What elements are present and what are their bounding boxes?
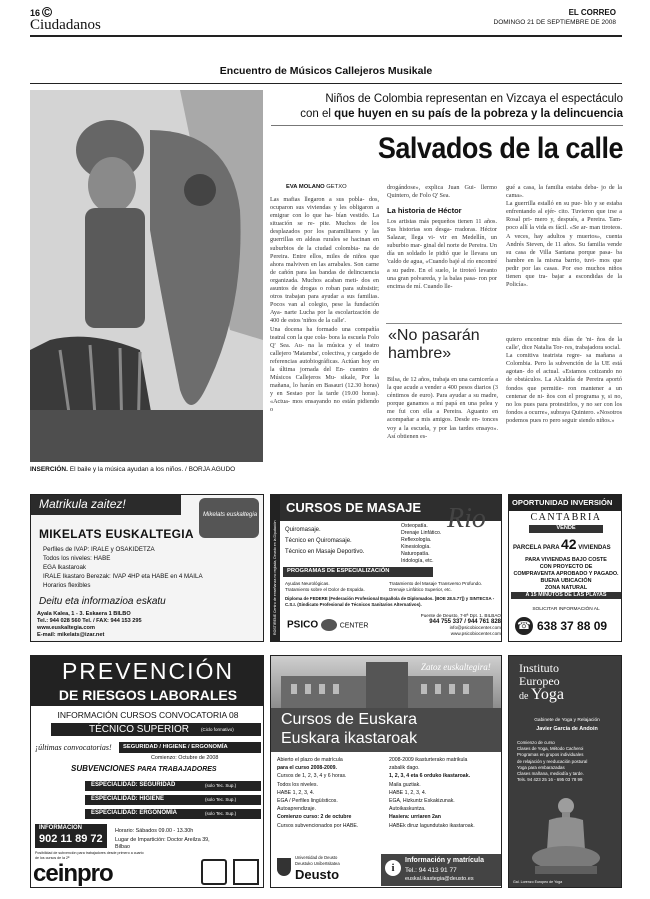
- header-rule: [30, 35, 622, 37]
- cantabria-info: SOLICITAR INFORMACIÓN AL: [532, 607, 600, 612]
- euskara-line: Maila guztiak.: [389, 781, 421, 788]
- mikelats-item: Perfiles de IVAP: IRALE y OSAKIDETZA: [43, 546, 155, 553]
- masaje-title: CURSOS DE MASAJE: [286, 500, 422, 515]
- cantabria-sale-bar: [529, 525, 603, 533]
- kicker-bold: que huyen en su país de la pobreza y la delincuencia: [334, 108, 623, 120]
- yoga-name: Javier García de Andoin: [536, 726, 598, 732]
- cantabria-sub: PARA VIVIENDAS BAJO COSTE: [525, 557, 607, 563]
- mikelats-item: IRALE Ikastaro Berezak: IVAP 4HP eta HABE en 4 MAILA: [43, 573, 203, 580]
- ceinpro-logo: ceinpro: [33, 860, 113, 887]
- prevencion-tecnico: TÉCNICO SUPERIOR: [89, 724, 190, 735]
- masaje-spec: Tratamiento del Masaje Transverso Profundo.: [389, 581, 483, 586]
- cantabria-sale: VENDE: [556, 525, 576, 531]
- masaje-spec-right: [389, 581, 482, 593]
- article-column-2: Los artistas más pequeños tienen 11 años. Sus historias son desga- rradoras. Héctor Salazar, llega vi- vir en Medellín, un suburbio mar- ginal del norte de Pereira. Un día un soldado le pidió que le llevara un 'caldo de agua, «Cuando bajé al río encontré a su padre. En el suelo, le tiroteó levanto una gran polvareda, y la balas pasa- ron por encima de mí. Cuando lle-: [387, 218, 497, 290]
- prevencion-info-box: [35, 824, 107, 848]
- euskara-line: HABEk diruz lagundutako ikastaroak.: [389, 822, 475, 829]
- article-photo: [30, 90, 263, 462]
- cantabria-parcel: [513, 536, 621, 552]
- mikelats-web[interactable]: www.euskaltegia.com: [37, 625, 95, 631]
- yoga-foot: Gal. Lorenzo Europeo de Yoga: [513, 880, 563, 884]
- mikelats-title-bar: [31, 495, 181, 515]
- yoga-title-de: de: [519, 691, 529, 702]
- euskara-line: Todos los niveles.: [277, 781, 318, 788]
- mikelats-item: Todos los niveles: HABE: [43, 555, 111, 562]
- masaje-spec: Ayudas Neurológicas.: [285, 581, 330, 586]
- euskara-line: HABE 1, 2, 3, 4.: [277, 789, 315, 796]
- prevencion-horario: Horario: Sábados 09.00 - 13.30h: [115, 828, 194, 834]
- prevencion-subvenciones: SUBVENCIONES: [71, 764, 136, 773]
- euskara-line: 1, 2, 3, 4 eta 6 orduko ikastaroak.: [389, 773, 471, 780]
- ad-euskara[interactable]: [270, 655, 502, 888]
- euskara-info-box: [381, 854, 501, 886]
- masaje-logo: Rio: [447, 503, 486, 534]
- prevencion-phone[interactable]: 902 11 89 72: [39, 833, 103, 845]
- article-subhead: La historia de Héctor: [387, 206, 462, 215]
- info-icon: i: [385, 860, 401, 876]
- euskara-email[interactable]: euskal.ikastegia@deusto.es: [405, 876, 474, 882]
- buddha-image: [527, 794, 605, 876]
- masaje-spec-left: [285, 581, 365, 593]
- masaje-brand-circle: [321, 619, 337, 631]
- euskara-line: HABE 1, 2, 3, 4.: [389, 789, 427, 796]
- yoga-sub: Gabinete de Yoga y Relajación: [534, 718, 600, 723]
- masaje-address: Puente de Deusto, 7-8ª Dpt. 1. BILBAO: [420, 613, 501, 618]
- phone-icon: ☎: [515, 617, 533, 635]
- masaje-side-text: ROSTIRENE Centro de enseñanza no reglada, Deusto en la Diputación: [273, 520, 277, 635]
- masaje-spec-title: PROGRAMAS DE ESPECIALIZACIÓN: [287, 568, 390, 574]
- prevencion-subtitle: DE RIESGOS LABORALES: [58, 687, 238, 703]
- euskara-slogan: Zatoz euskaltegira!: [421, 662, 491, 672]
- byline-city: GETXO: [326, 184, 347, 190]
- prevencion-header: [31, 656, 264, 706]
- masaje-course: Técnico en Masaje Deportivo.: [285, 549, 365, 555]
- euskara-line: zabalik dago.: [389, 765, 420, 772]
- masaje-spec: Tratamiento sobre el Dolor de Espalda.: [285, 587, 365, 592]
- prevencion-trabajadores: PARA TRABAJADORES: [137, 766, 217, 773]
- masaje-spec: Drenaje Linfático Superior, etc.: [389, 587, 452, 592]
- yoga-title-3: [519, 688, 619, 703]
- masaje-topic: Naturopatía.: [401, 551, 430, 557]
- cantabria-units: VIVIENDAS: [578, 545, 611, 551]
- euskara-line: Cursos de 1, 2, 3, 4 y 6 horas.: [277, 773, 347, 780]
- masaje-brand-name: PSICO: [287, 619, 319, 631]
- byline-name: EVA MOLANO: [286, 184, 325, 190]
- yoga-title-4: Yoga: [530, 686, 565, 703]
- mikelats-items: [43, 545, 258, 590]
- euskara-line: Autoaprendizaje.: [277, 806, 316, 813]
- euskara-right: [389, 756, 499, 830]
- ad-masaje[interactable]: [270, 494, 502, 642]
- article-kicker: [271, 92, 623, 122]
- yoga-title-2: Europeo: [519, 674, 560, 688]
- cantabria-sub: COMPRAVENTA APROBADO Y PAGADO. BUENA UBICACIÓN: [513, 571, 619, 584]
- euskara-title-panel: [271, 708, 502, 752]
- euskara-title-1: Cursos de Euskara: [281, 711, 418, 728]
- masaje-web[interactable]: www.psicobiocenter.com: [450, 631, 501, 636]
- prevencion-tag-bar: [119, 742, 261, 753]
- kicker-rule: [271, 125, 623, 126]
- masaje-phone: 944 755 337 / 944 761 828: [429, 619, 501, 625]
- page-number: 16: [30, 8, 41, 18]
- mikelats-tagline: Deitu eta informazioa eskatu: [39, 596, 166, 607]
- cantabria-sub: CON PROYECTO DE: [539, 564, 593, 570]
- masaje-topic: Drenaje Linfático.: [401, 530, 442, 536]
- cantabria-count: 42: [561, 536, 577, 552]
- kicker-line-1: Niños de Colombia representan en Vizcaya el espectáculo: [325, 93, 623, 105]
- masaje-left-list: [285, 525, 364, 558]
- article-column-5: quiero encontrar mis días de 'ni- ños de la calle', dice Natalia Tor- res, trabajadora social. La comitiva teatrista regre- sa mañana a Colombia. Pero la subvención de la UE está agotan- do el actual. «Estamos cotizando no de obstáculos. La Alcaldía de Pereira aportó fondos que permitie- ron mantener a un centenar de ni- ños con el programa y, si no, no los pues para protestirlos, y no ser con los fondos a ocurre», subraya Quintero. «Nosotros podemos pues ro pero seguir siendo niños.»: [506, 336, 622, 424]
- cantabria-parcel-label: PARCELA PARA: [513, 545, 560, 551]
- ad-prevencion[interactable]: [30, 655, 264, 888]
- ad-yoga[interactable]: [508, 655, 622, 888]
- masaje-brand: [287, 619, 368, 631]
- euskara-line: Abierto el plazo de matrícula: [277, 757, 343, 763]
- masaje-topic: Kinesiología.: [401, 544, 431, 550]
- deusto-shield-icon: [277, 858, 291, 876]
- article-column-3: gué a casa, la familia estaba deba- jo de la cama». La guerrilla estalló en su pue- blo y se estaba enfrentando al ejér- cito. Tuvieron que irse a Rosal pri- mero y, después, a Pereira. Tam- poco allí la vida es fácil. «Se ar- man tiroteos. A veces, hay adultos y muertos», cuenta Andrés Steven, de 11 años. Su familia vende su casa de Villa Santana porque pasa- ba hambre en la misma barrio, tuvi- mos que pedir por las casas. Por eso muchos niños tienen que tra- bajar a escondidas de la Policía».: [506, 184, 622, 289]
- cantabria-title: OPORTUNIDAD INVERSIÓN: [512, 498, 613, 507]
- caption-label: INSERCIÓN.: [30, 466, 68, 473]
- mikelats-logo: [199, 498, 259, 538]
- masaje-contact: [407, 613, 501, 637]
- prevencion-spec-3-note: (solo Tec. Sup.): [205, 811, 237, 816]
- cantabria-sub: A 15 MINUTOS DE LAS PLAYAS: [511, 592, 621, 599]
- section-mark: C: [42, 7, 52, 17]
- masaje-email[interactable]: info@psicobiocenter.com: [449, 625, 501, 630]
- certification-badge: [201, 859, 227, 885]
- euskara-line: EGA / Perfiles lingüísticos.: [277, 798, 338, 805]
- article-column-4: Bilsa, de 12 años, trabaja en una carnicería a la que acude a vender a 400 pesos diarios (3 céntimos de euro). Para ayudar a su madre, porque ganamos a mí papá en una pelea y me fui con ella a Pereira. Aguanto en acompañar a mis amigos. Desde en- tonces voy a la escuela, y por las tardes ensayo». Así obtienen es-: [387, 376, 498, 440]
- euskara-left: [277, 756, 385, 830]
- euskara-line: Autoikaskuntza.: [389, 806, 426, 813]
- byline: [286, 184, 347, 190]
- ad-cantabria[interactable]: [508, 494, 622, 642]
- euskara-line: Hasiera: urriaren 2an: [389, 814, 441, 821]
- kicker-prefix: con el: [300, 108, 335, 120]
- deusto-univ-2: Deustuko Unibertsitatea: [295, 861, 340, 866]
- euskara-info-title: Información y matrícula: [405, 857, 484, 864]
- yoga-title: [519, 662, 619, 703]
- cantabria-header: [509, 495, 622, 511]
- cantabria-region: CANTABRIA: [530, 512, 602, 523]
- prevencion-plazas: ¡últimas convocatorias!: [35, 743, 112, 752]
- prevencion-info-label: INFORMACIÓN: [39, 825, 82, 831]
- masaje-brand-center: CENTER: [339, 622, 369, 630]
- prevencion-title: PREVENCIÓN: [61, 658, 235, 684]
- mikelats-item: EGA Ikastaroak: [43, 564, 86, 571]
- event-rule: [30, 83, 622, 84]
- pull-quote: «No pasarán hambre»: [388, 327, 480, 362]
- prevencion-tecnico-note: (Ciclo formativo): [201, 727, 234, 732]
- section-title: Ciudadanos: [30, 17, 101, 33]
- mikelats-title: Matrikula zaitez!: [39, 497, 126, 511]
- kicker-line-2: [271, 107, 623, 122]
- masaje-topic: Iridología, etc.: [401, 558, 434, 564]
- page-date: DOMINGO 21 DE SEPTIEMBRE DE 2008: [493, 19, 616, 26]
- masaje-course: Técnico en Quiromasaje.: [285, 538, 352, 544]
- article-headline: Salvados de la calle: [377, 131, 623, 165]
- prevencion-lugar: Lugar de Impartición: Doctor Areilza 39, Bilbao: [115, 837, 210, 850]
- mikelats-contact: [37, 611, 259, 639]
- deusto-univ: Universidad de Deusto: [295, 855, 338, 860]
- euskara-line: EGA, Hizkuntz Eskakizunak.: [389, 798, 455, 805]
- euskara-line: Cursos subvencionados por HABE.: [277, 822, 359, 829]
- prevencion-spec-1-note: (solo Tec. Sup.): [205, 783, 237, 788]
- event-title: Encuentro de Músicos Callejeros Musikale: [219, 65, 433, 77]
- prevencion-spec-2-note: (solo Tec. Sup.): [205, 797, 237, 802]
- cantabria-phone[interactable]: 638 37 88 09: [537, 619, 608, 633]
- euskara-line: para el curso 2008-2009.: [277, 765, 337, 772]
- prevencion-line: INFORMACIÓN CURSOS CONVOCATORIA 08: [57, 710, 239, 720]
- mikelats-logo-text: Mikelats euskaltegia: [203, 512, 258, 518]
- prevencion-spec-bar-2: [85, 795, 261, 805]
- deusto-logo: [277, 854, 377, 886]
- mikelats-school: MIKELATS EUSKALTEGIA: [39, 527, 194, 541]
- certification-badge-2: [233, 859, 259, 885]
- prevencion-note: Posibilidad de subvención para trabajadores desde primero a cuarto de los cursos de la 2ª: [35, 851, 144, 860]
- prevencion-spec-3: ESPECIALIDAD: ERGONOMÍA: [91, 810, 178, 816]
- prevencion-tecnico-bar: [51, 723, 261, 736]
- paper-name: EL CORREO: [568, 8, 616, 17]
- euskara-line: 2008-2009 ikasturterako matrikula: [389, 757, 468, 763]
- performer-image: [30, 90, 263, 462]
- prevencion-tag-2: Comienzo: Octubre de 2008: [151, 755, 219, 761]
- euskara-line: Comienzo curso: 2 de octubre: [277, 814, 352, 821]
- masaje-topic: Osteopatía.: [401, 523, 428, 529]
- prevencion-tag-3: [71, 764, 217, 773]
- photo-caption: [30, 466, 265, 473]
- prevencion-spec-bar-3: [85, 809, 261, 819]
- caption-text: El baile y la música ayudan a los niños. / BORJA AGUDO: [69, 466, 236, 473]
- prevencion-tag-1: SEGURIDAD / HIGIENE / ERGONOMÍA: [123, 744, 228, 750]
- prevencion-spec-1: ESPECIALIDAD: SEGURIDAD: [91, 782, 176, 788]
- mikelats-item: Horarios flexibles: [43, 582, 91, 589]
- euskara-title-2: Euskara ikastaroak: [281, 730, 418, 747]
- yoga-text: Comienzo de curso Clases de Yoga, Método Cacheroi Programas en grupos individuales de relajación y reeducación postural Yoga para embarazadas Clases mañana, mediodía y tarde. Tels. 94 423 25 16 - 695 03 78 99: [517, 740, 588, 783]
- masaje-topic: Reflexología.: [401, 537, 432, 543]
- masaje-right-list: [401, 523, 441, 565]
- article-column-1: Las mafias llegaron a sus pobla- dos, ocuparon sus viviendas y les obligaron a emigrar con lo que ha- bían vestido. La situación se re- pite. Muchos de los desplazados por los paramilitares y las guerrillas en aldeas rurales se hacinan en suburbios de la ciudad colombia- na de Pereira. Entre ellos, miles de niños que ahora malviven en las arrabales. Son carne de cañón para las bandas de delincuencia organizada. Muchos acaban meti- dos en asuntos de drogas o roban para subsistir; otros trabajan para ayudar a sus familias. Pocos van al colegio, pese la fundación Aya- narte Lucha por la escolarización de 400 de estos 'niños de la calle'. Una docena ha formado una compañía teatral con la que cola- bora la escuela Folo Q' Sea. Au- na la música y el teatro callejero 'Matamba', colectiva, y cargado de referencias autobiográficas. Actúan hoy en la última jornada del En- cuentro de Músicos Callejeros Mu- sikale, Por la mañana, lo harán en Basauri (12.30 horas) y en Sestao por la tarde (19.00 horas). «Actua- mos ensayando no están pidiendo o: [270, 196, 379, 414]
- masaje-course: Quiromasaje.: [285, 527, 321, 533]
- prevencion-spec-bar-1: [85, 781, 261, 791]
- prevencion-spec-2: ESPECIALIDAD: HIGIENE: [91, 796, 165, 802]
- mikelats-email[interactable]: E-mail: mikelats@izar.net: [37, 632, 105, 638]
- page-header: [30, 6, 620, 34]
- mikelats-phone: Tel.: 944 028 560 Tel. / FAX: 944 153 295: [37, 618, 142, 624]
- ad-mikelats[interactable]: [30, 494, 264, 642]
- masaje-diploma: Diploma de FEDERE (Federación Profesional Española de Diplomados. [BOE 28.5.77]) y SINTECSA - C.S.I. (Sindicato Profesional de Técnicos Sanitarios Alternativos).: [285, 596, 495, 607]
- cantabria-details: [511, 557, 621, 599]
- masaje-spec-bar: [283, 567, 433, 577]
- yoga-title-1: Instituto: [519, 661, 560, 675]
- cantabria-sub: ZONA NATURAL: [544, 585, 588, 591]
- quote-rule: [386, 323, 622, 324]
- article-column-2-top: drogándose», explica Juan Gui- llermo Quintero, de Folo Q' Sea.: [387, 184, 497, 200]
- euskara-phone[interactable]: Tel.: 94 413 91 77: [405, 867, 457, 874]
- mikelats-address: Ayala Kalea, 1 - 3. Eskaera 1 BILBO: [37, 611, 131, 617]
- deusto-brand: Deusto: [295, 867, 340, 882]
